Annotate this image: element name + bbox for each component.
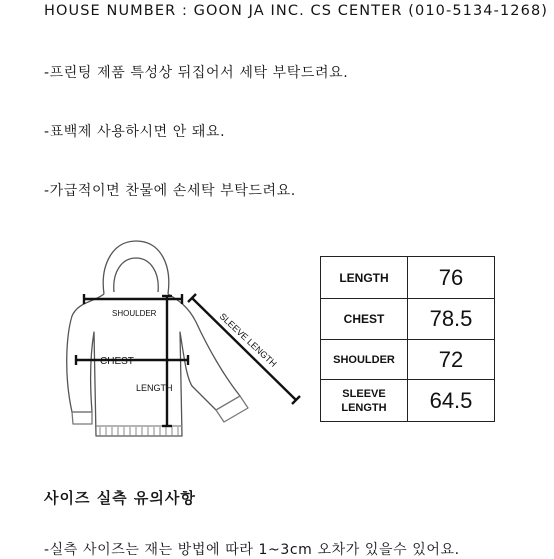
- table-row: [321, 340, 495, 380]
- size-label-sleeve-length: [321, 380, 408, 422]
- caution-note: -실측 사이즈는 재는 방법에 따라 1~3cm 오차가 있을수 있어요.: [44, 542, 460, 558]
- care-note-cold-handwash: -가급적이면 찬물에 손세탁 부탁드려요.: [44, 183, 296, 199]
- care-note-no-bleach: -표백제 사용하시면 안 돼요.: [44, 124, 226, 140]
- header-text: HOUSE NUMBER : GOON JA INC. CS CENTER (010-5134-1268): [44, 3, 549, 19]
- table-row: [321, 257, 495, 299]
- shoulder-label: SHOULDER: [112, 309, 157, 318]
- sleeve-length-label: SLEEVE LENGTH: [217, 311, 279, 369]
- chest-label: CHEST: [100, 356, 134, 367]
- table-row: [321, 380, 495, 422]
- size-value-chest: 78.5: [408, 299, 495, 340]
- size-value-shoulder: 72: [408, 340, 495, 380]
- table-row: [321, 299, 495, 340]
- sleeve-length-line: [192, 298, 296, 400]
- size-value-sleeve-length: 64.5: [408, 380, 495, 422]
- size-label-shoulder: SHOULDER: [321, 340, 408, 380]
- size-label-sleeve-line1: SLEEVE: [342, 387, 386, 400]
- size-label-sleeve-line2: LENGTH: [341, 401, 387, 414]
- size-label-chest: CHEST: [321, 299, 408, 340]
- length-label: LENGTH: [136, 383, 173, 393]
- size-table: [320, 256, 495, 422]
- size-label-length: LENGTH: [321, 257, 408, 299]
- caution-title: 사이즈 실측 유의사항: [44, 489, 196, 507]
- care-note-inside-out: -프린팅 제품 특성상 뒤집어서 세탁 부탁드려요.: [44, 65, 349, 81]
- hoodie-measurement-diagram: [56, 236, 306, 442]
- size-value-length: 76: [408, 257, 495, 299]
- hoodie-illustration: [67, 241, 248, 436]
